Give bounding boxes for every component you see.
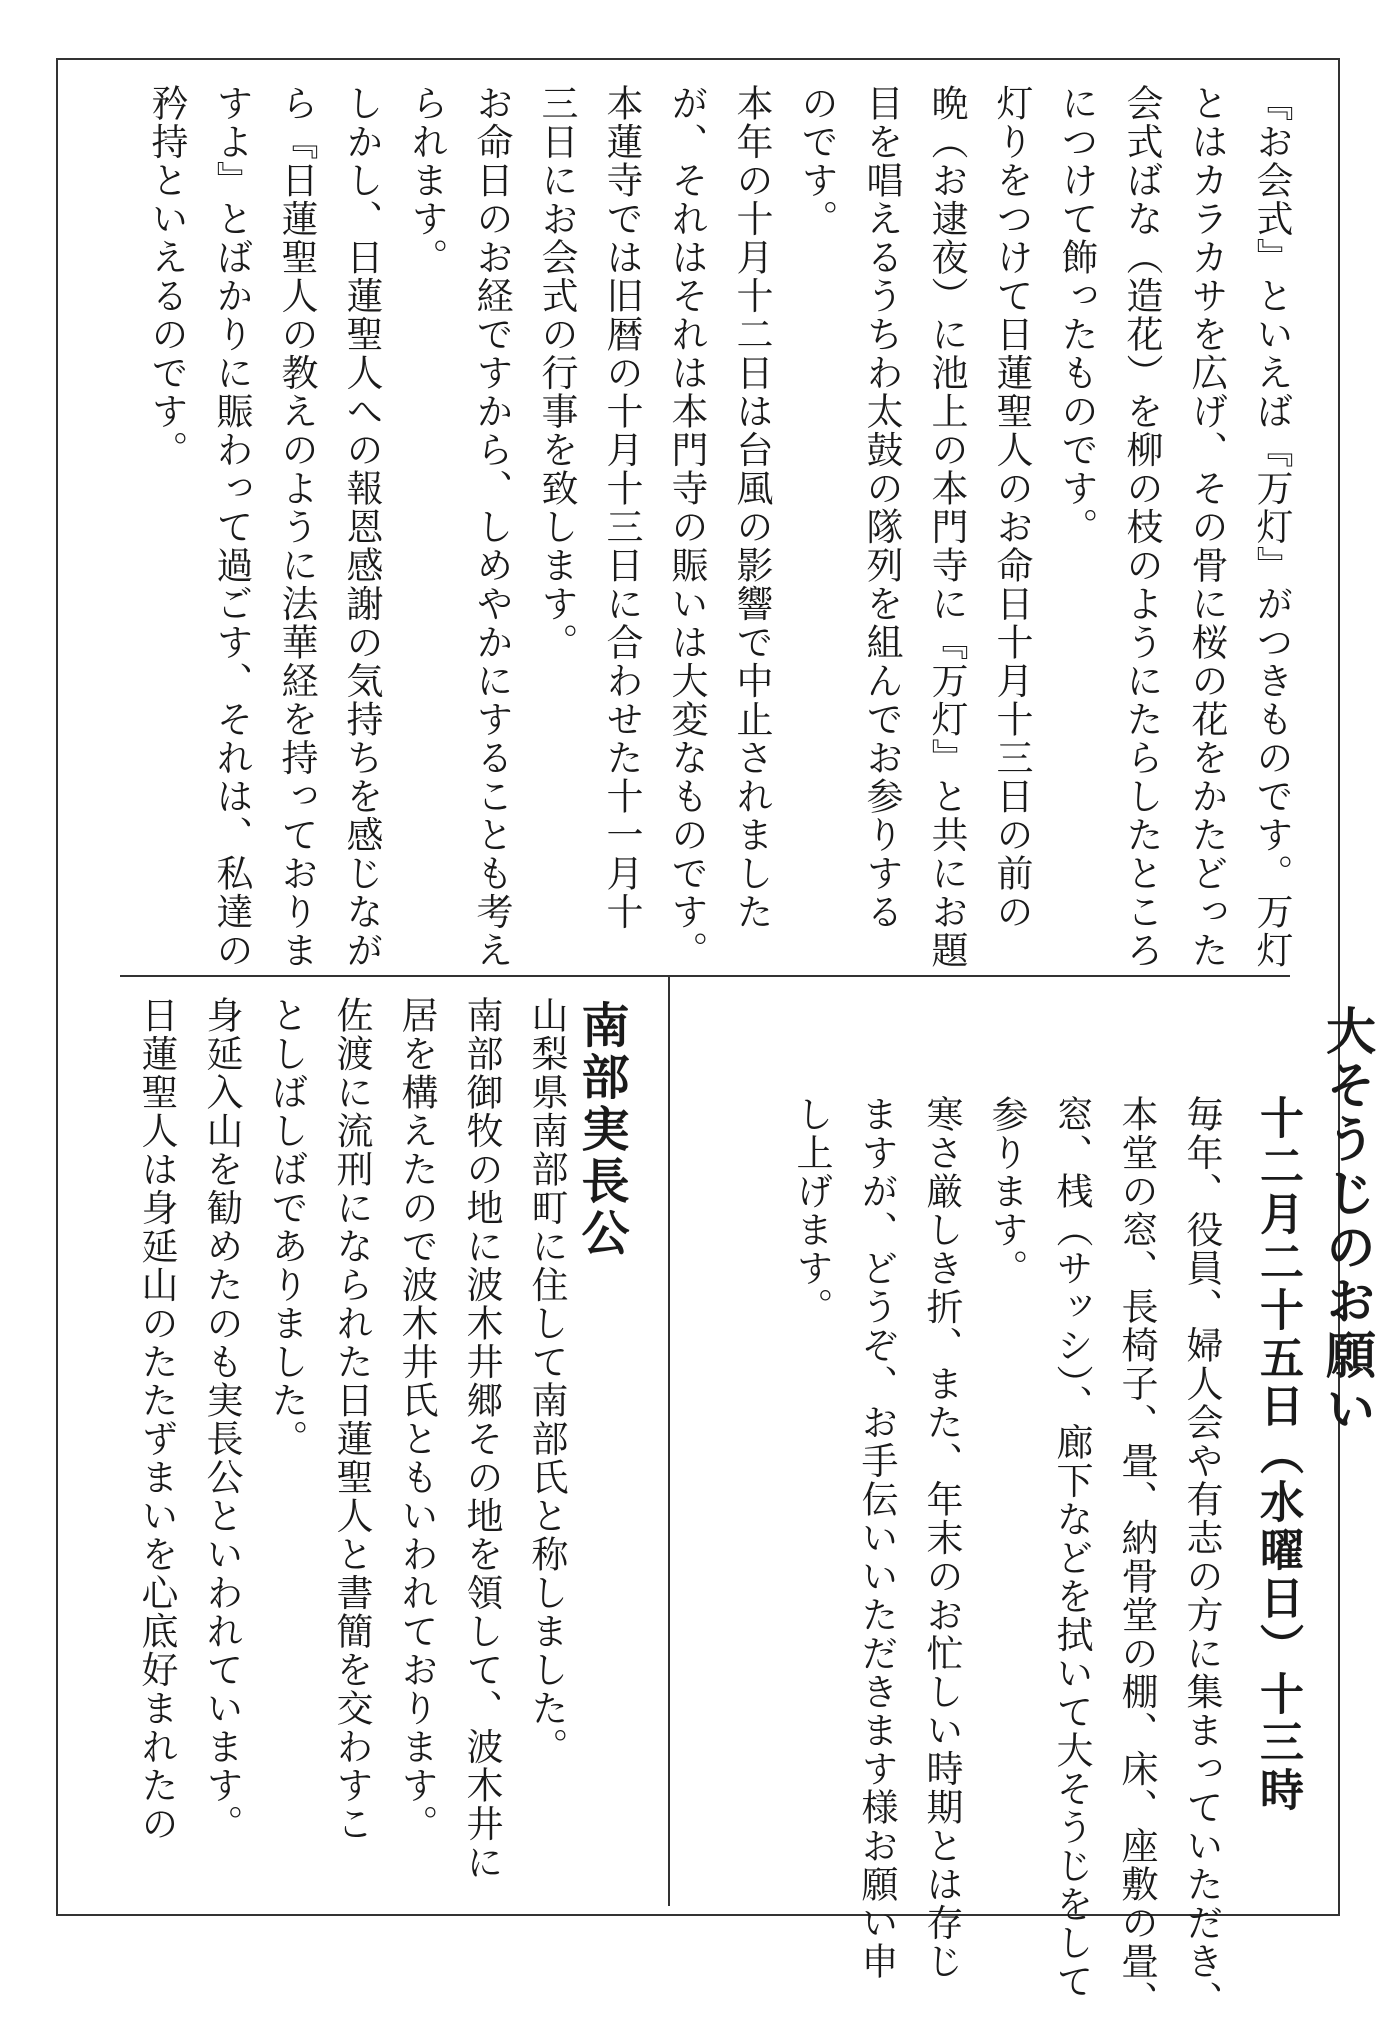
- cleaning-notice-date: 十二月二十五日（水曜日）十三時: [1252, 1095, 1303, 1815]
- cleaning-notice-heading: 大そうじのお願い: [1318, 1005, 1377, 1437]
- horizontal-divider: [120, 975, 1290, 977]
- vertical-divider: [668, 976, 670, 1906]
- nanbu-article-body: 山梨県南部町に住して南部氏と称しました。 南部御牧の地に波木井郷その地を領して、波木井に 居を構えたので波木井氏ともいわれております。 佐渡に流刑になられた日蓮聖人と書簡を交わすこ としばしばでありました。 身延入山を勧めたのも実長公といわれています。 日蓮聖人は身延山のたたずまいを心底好まれたの: [135, 996, 568, 1882]
- nanbu-article-heading: 南部実長公: [573, 1000, 629, 1260]
- oeshiki-article-text: 『お会式』といえば『万灯』がつきものです。万灯 とはカラカサを広げ、その骨に桜の花をかたどった 会式ばな（造花）を柳の枝のようにたらしたところ につけて飾ったものです。 灯りをつけて日蓮聖人のお命日十月十三日の前の 晩（お逮夜）に池上の本門寺に『万灯』と共にお題 目を唱えるうちわ太鼓の隊列を組んでお参りする のです。 本年の十月十二日は台風の影響で中止されました が、それはそれは本門寺の賑いは大変なものです。 本蓮寺では旧暦の十月十三日に合わせた十一月十 三日にお会式の行事を致します。 お命日のお経ですから、しめやかにすることも考え られます。 しかし、日蓮聖人への報恩感謝の気持ちを感じなが ら『日蓮聖人の教えのように法華経を持っておりま すよ』とばかりに賑わって過ごす、それは、私達の 矜持といえるのです。: [145, 84, 1293, 970]
- cleaning-notice-body: 毎年、役員、婦人会や有志の方に集まっていただき、 本堂の窓、長椅子、畳、納骨堂の棚、床、座敷の畳、 窓、桟（サッシ）、廊下などを拭いて大そうじをして 参ります。 寒さ厳しき折、また、年末のお忙しい時期とは存じ ますが、どうぞ、お手伝いいただきます様お願い申 し上げます。: [790, 1095, 1223, 2019]
